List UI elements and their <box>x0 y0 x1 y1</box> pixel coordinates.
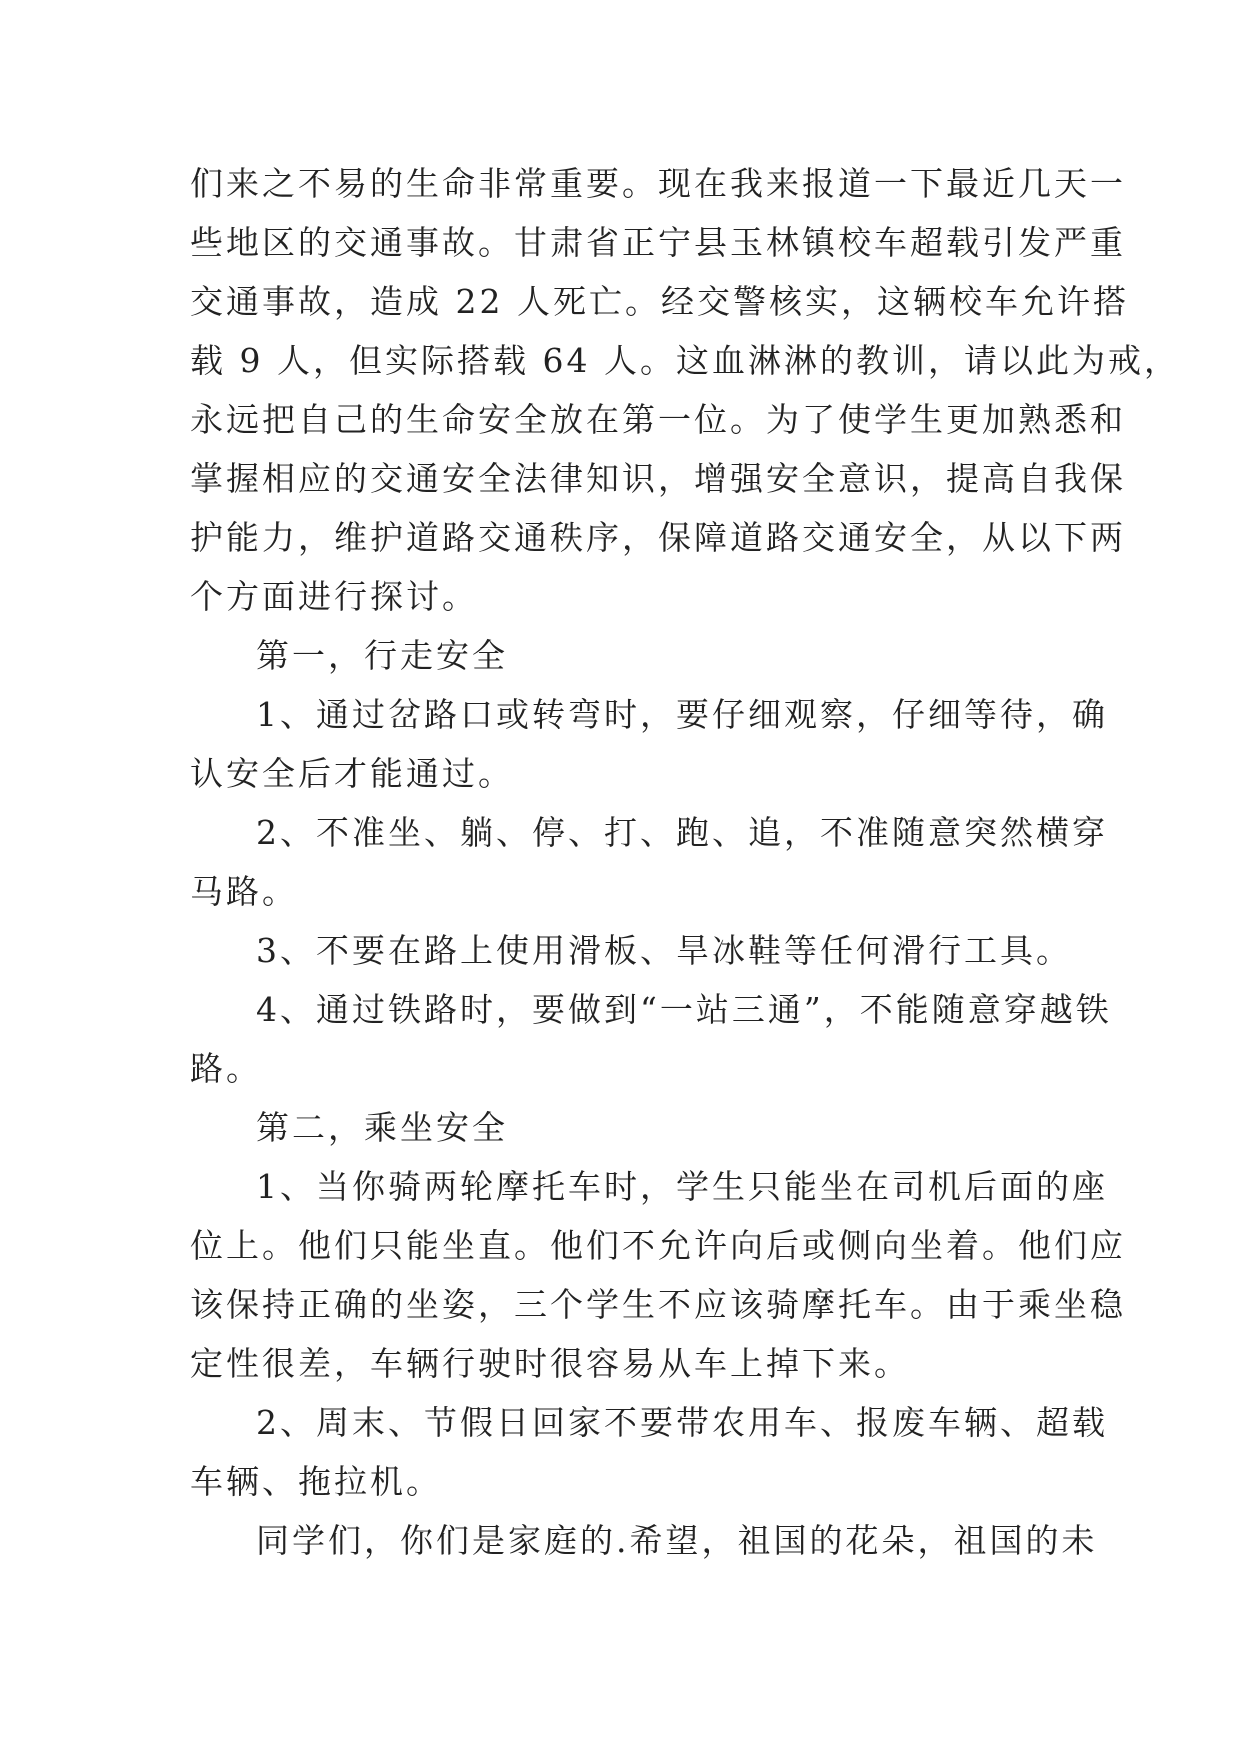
text-line: 载 9 人，但实际搭载 64 人。这血淋淋的教训，请以此为戒， <box>190 341 1180 380</box>
text-line: 马路。 <box>190 872 298 911</box>
text-line: 认安全后才能通过。 <box>190 754 514 793</box>
text-line: 2、不准坐、躺、停、打、跑、追，不准随意突然横穿 <box>256 813 1108 852</box>
text-line: 2、周末、节假日回家不要带农用车、报废车辆、超载 <box>256 1403 1108 1442</box>
text-line: 1、通过岔路口或转弯时，要仔细观察，仔细等待，确 <box>256 695 1108 734</box>
section-heading-walking-safety: 第一，行走安全 <box>256 636 508 675</box>
text-line: 个方面进行探讨。 <box>190 577 478 616</box>
text-line: 1、当你骑两轮摩托车时，学生只能坐在司机后面的座 <box>256 1167 1108 1206</box>
text-line: 定性很差，车辆行驶时很容易从车上掉下来。 <box>190 1344 910 1383</box>
section-heading-riding-safety: 第二，乘坐安全 <box>256 1108 508 1147</box>
text-line: 掌握相应的交通安全法律知识，增强安全意识，提高自我保 <box>190 459 1126 498</box>
text-line: 些地区的交通事故。甘肃省正宁县玉林镇校车超载引发严重 <box>190 223 1126 262</box>
text-line: 交通事故，造成 22 人死亡。经交警核实，这辆校车允许搭 <box>190 282 1129 321</box>
text-line: 3、不要在路上使用滑板、旱冰鞋等任何滑行工具。 <box>256 931 1072 970</box>
text-line: 该保持正确的坐姿，三个学生不应该骑摩托车。由于乘坐稳 <box>190 1285 1126 1324</box>
text-line: 车辆、拖拉机。 <box>190 1462 442 1501</box>
text-line: 永远把自己的生命安全放在第一位。为了使学生更加熟悉和 <box>190 400 1126 439</box>
text-line: 们来之不易的生命非常重要。现在我来报道一下最近几天一 <box>190 164 1126 203</box>
text-line: 路。 <box>190 1049 262 1088</box>
text-line: 同学们，你们是家庭的.希望，祖国的花朵，祖国的未 <box>256 1521 1098 1560</box>
text-line: 护能力，维护道路交通秩序，保障道路交通安全，从以下两 <box>190 518 1126 557</box>
document-body <box>190 154 1180 1570</box>
text-line: 4、通过铁路时，要做到“一站三通”，不能随意穿越铁 <box>256 990 1112 1029</box>
text-line: 位上。他们只能坐直。他们不允许向后或侧向坐着。他们应 <box>190 1226 1126 1265</box>
